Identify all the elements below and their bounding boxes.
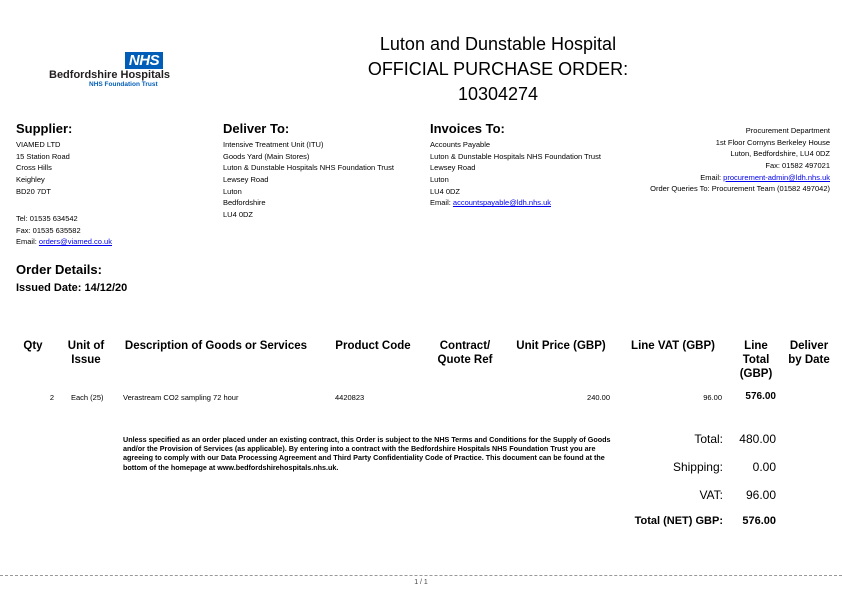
supplier-heading: Supplier: bbox=[16, 121, 73, 136]
total-value: 480.00 bbox=[739, 432, 776, 446]
invoice-line: LU4 0DZ bbox=[430, 186, 461, 196]
vat-value: 96.00 bbox=[745, 488, 776, 502]
col-header-line-total-l2: Total bbox=[742, 354, 770, 366]
row-product-code: 4420823 bbox=[335, 393, 365, 402]
col-header-deliver-by bbox=[784, 339, 834, 367]
supplier-contact bbox=[16, 213, 112, 248]
deliver-line: Bedfordshire bbox=[223, 198, 266, 208]
supplier-line: Keighley bbox=[16, 175, 45, 185]
col-header-unit-l2: Issue bbox=[71, 354, 101, 366]
row-unit-price: 240.00 bbox=[587, 393, 610, 402]
invoice-line: Luton bbox=[430, 175, 449, 185]
deliver-line: Intensive Treatment Unit (ITU) bbox=[223, 140, 324, 149]
col-header-qty: Qty bbox=[23, 340, 43, 352]
col-header-product-code: Product Code bbox=[335, 340, 411, 352]
supplier-line: Cross Hills bbox=[16, 163, 52, 173]
nhs-logo: NHS bbox=[125, 52, 163, 69]
procurement-address bbox=[650, 125, 830, 195]
row-qty: 2 bbox=[49, 393, 54, 402]
col-header-deliver-l2: by Date bbox=[788, 354, 830, 366]
terms-text: Unless specified as an order placed under an existing contract, this Order is subject to the NHS Terms and Conditions for the Supply of Goods and/or the Provision of Services (as applicable). By entering into a contract with the Bedfordshire Hospitals NHS Foundation Trust you are agreeing to comply with our Data Processing Agreement and Third Party Confidentiality Code of Practice. This document can be found at the bottom of the homepage at www.bedfordshirehospitals.nhs.uk. bbox=[123, 435, 611, 472]
supplier-email-link[interactable]: orders@viamed.co.uk bbox=[38, 237, 112, 247]
supplier-tel: Tel: 01535 634542 bbox=[16, 214, 78, 223]
issued-date: Issued Date: 14/12/20 bbox=[16, 282, 128, 294]
col-header-description: Description of Goods or Services bbox=[124, 340, 308, 352]
row-unit: Each (25) bbox=[71, 393, 104, 402]
invoice-email-label: Email: bbox=[430, 198, 453, 208]
procurement-line: Procurement Department bbox=[745, 126, 830, 135]
deliver-line: Luton & Dunstable Hospitals NHS Foundation Trust bbox=[223, 163, 394, 173]
col-header-unit-l1: Unit of bbox=[67, 340, 105, 352]
col-header-contract bbox=[430, 339, 500, 367]
supplier-fax: Fax: 01535 635582 bbox=[16, 225, 81, 235]
invoice-line: Accounts Payable bbox=[430, 140, 491, 149]
invoice-line: Luton & Dunstable Hospitals NHS Foundation Trust bbox=[430, 151, 601, 161]
procurement-line: Luton, Bedfordshire, LU4 0DZ bbox=[730, 149, 830, 159]
col-header-unit bbox=[58, 339, 114, 367]
order-details-heading: Order Details: bbox=[16, 262, 102, 277]
procurement-line: Fax: 01582 497021 bbox=[765, 161, 830, 171]
col-header-deliver-l1: Deliver bbox=[789, 340, 829, 352]
logo-org-name: Bedfordshire Hospitals bbox=[49, 69, 171, 81]
page-indicator: 1 / 1 bbox=[414, 579, 428, 586]
procurement-line: 1st Floor Cornyns Berkeley House bbox=[715, 137, 830, 147]
procurement-email-row bbox=[650, 172, 830, 184]
invoice-email-row bbox=[430, 197, 601, 209]
supplier-email-row bbox=[16, 236, 112, 248]
deliver-line: Goods Yard (Main Stores) bbox=[223, 151, 310, 161]
col-header-line-vat: Line VAT (GBP) bbox=[631, 340, 715, 352]
deliver-line: Lewsey Road bbox=[223, 175, 269, 185]
shipping-value: 0.00 bbox=[752, 460, 776, 474]
hospital-title: Luton and Dunstable Hospital bbox=[379, 34, 617, 54]
vat-label: VAT: bbox=[699, 488, 723, 502]
col-header-contract-l1: Contract/ bbox=[439, 340, 491, 352]
procurement-queries: Order Queries To: Procurement Team (01582 497042) bbox=[650, 184, 830, 194]
supplier-email-label: Email: bbox=[16, 237, 39, 247]
deliver-line: LU4 0DZ bbox=[223, 210, 254, 220]
net-total-value: 576.00 bbox=[742, 515, 776, 527]
invoices-to-heading: Invoices To: bbox=[430, 121, 505, 136]
deliver-to-address bbox=[223, 139, 394, 221]
invoices-to-address bbox=[430, 139, 601, 209]
procurement-email-link[interactable]: procurement-admin@ldh.nhs.uk bbox=[723, 172, 830, 182]
page-divider bbox=[0, 575, 842, 576]
procurement-email-label: Email: bbox=[700, 172, 724, 182]
shipping-label: Shipping: bbox=[672, 460, 723, 474]
supplier-address bbox=[16, 139, 70, 197]
order-number: 10304274 bbox=[457, 84, 539, 104]
deliver-line: Luton bbox=[223, 186, 242, 196]
col-header-line-total-l3: (GBP) bbox=[739, 368, 773, 380]
document-title: OFFICIAL PURCHASE ORDER: bbox=[367, 59, 629, 79]
col-header-line-total-l1: Line bbox=[744, 340, 768, 352]
deliver-to-heading: Deliver To: bbox=[223, 121, 290, 136]
net-total-label: Total (NET) GBP: bbox=[634, 515, 723, 527]
supplier-line: 15 Station Road bbox=[16, 151, 70, 161]
supplier-line: VIAMED LTD bbox=[16, 140, 61, 149]
row-line-total: 576.00 bbox=[745, 391, 776, 402]
invoice-email-link[interactable]: accountspayable@ldh.nhs.uk bbox=[452, 198, 552, 208]
row-line-vat: 96.00 bbox=[703, 393, 722, 402]
col-header-unit-price: Unit Price (GBP) bbox=[516, 340, 606, 352]
logo-trust-name: NHS Foundation Trust bbox=[89, 81, 158, 88]
total-label: Total: bbox=[694, 432, 723, 446]
col-header-contract-l2: Quote Ref bbox=[437, 354, 493, 366]
col-header-line-total bbox=[734, 339, 778, 381]
supplier-line: BD20 7DT bbox=[16, 186, 52, 196]
invoice-line: Lewsey Road bbox=[430, 163, 476, 173]
row-description: Verastream CO2 sampling 72 hour bbox=[123, 393, 239, 402]
